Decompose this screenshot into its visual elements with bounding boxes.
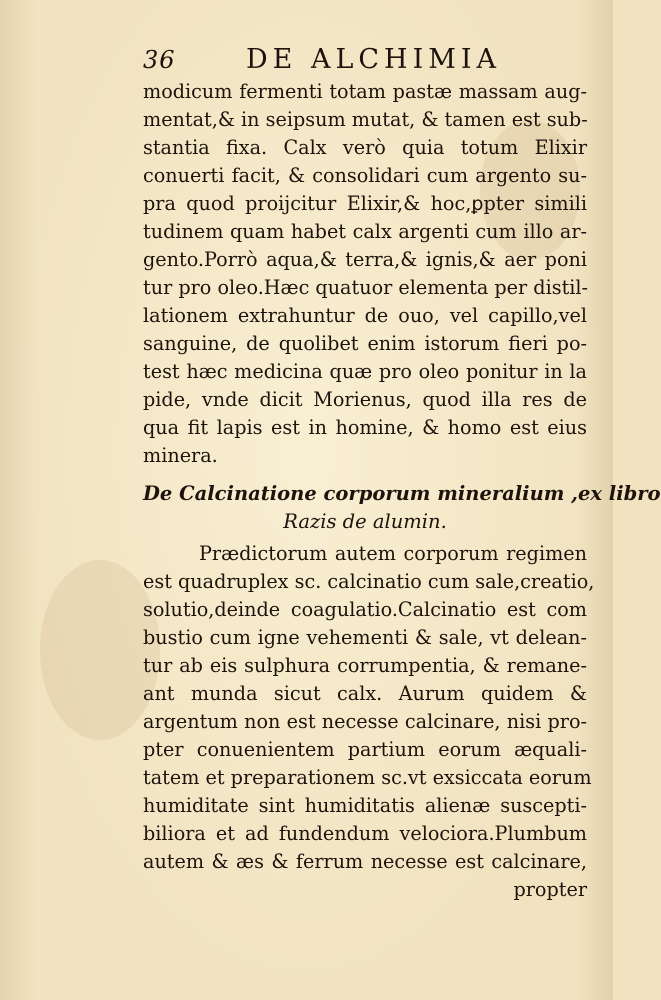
catchword: propter <box>513 878 587 901</box>
text-line: mentat,& in seipsum mutat, & tamen est sub- <box>143 108 588 131</box>
text-line: ant munda sicut calx. Aurum quidem & <box>143 682 587 705</box>
text-line: solutio,deinde coagulatio.Calcinatio est com <box>143 598 587 621</box>
text-line: tur pro oleo.Hæc quatuor elementa per distil- <box>143 276 589 299</box>
text-line: pra quod proijcitur Elixir,& hoc,ꝑpter simili <box>143 192 587 215</box>
text-line: stantia fixa. Calx verò quia totum Elixir <box>143 136 587 159</box>
text-line: pter conuenientem partium eorum æquali- <box>143 738 587 761</box>
text-line: modicum fermenti totam pastæ massam aug- <box>143 80 587 103</box>
text-line: autem & æs & ferrum necesse est calcinare, <box>143 850 587 873</box>
text-line: pide, vnde dicit Morienus, quod illa res de <box>143 388 587 411</box>
text-line: humiditate sint humiditatis alienæ suscepti- <box>143 794 587 817</box>
section-heading-line-2: Razis de alumin. <box>283 510 447 533</box>
text-line: qua fit lapis est in homine, & homo est eius <box>143 416 587 439</box>
text-line: conuerti facit, & consolidari cum argento su- <box>143 164 587 187</box>
paragraph-2 <box>143 540 595 904</box>
text-line: argentum non est necesse calcinare, nisi pro- <box>143 710 587 733</box>
text-line: Prædictorum autem corporum regimen <box>199 542 587 565</box>
text-line: tatem et preparationem sc.vt exsiccata eorum <box>143 766 592 789</box>
section-heading <box>143 480 661 536</box>
text-line: minera. <box>143 444 218 467</box>
page-number: 36 <box>143 46 176 74</box>
text-line: est quadruplex sc. calcinatio cum sale,creatio, <box>143 570 595 593</box>
text-line: tur ab eis sulphura corrumpentia, & remane- <box>143 654 587 677</box>
text-line: sanguine, de quolibet enim istorum fieri po- <box>143 332 587 355</box>
text-line: lationem extrahuntur de ouo, vel capillo,vel <box>143 304 587 327</box>
page-header <box>143 44 595 76</box>
paragraph-1 <box>143 78 587 470</box>
text-line: bustio cum igne vehementi & sale, vt delean- <box>143 626 587 649</box>
running-title: DE ALCHIMIA <box>246 44 502 75</box>
text-line: tudinem quam habet calx argenti cum illo ar- <box>143 220 587 243</box>
text-line: test hæc medicina quæ pro oleo ponitur in la <box>143 360 587 383</box>
text-line: biliora et ad fundendum velociora.Plumbum <box>143 822 587 845</box>
paper-stain <box>40 560 160 740</box>
text-line: gento.Porrò aqua,& terra,& ignis,& aer poni <box>143 248 587 271</box>
section-heading-line-1: De Calcinatione corporum mineralium ,ex libro <box>143 482 661 505</box>
